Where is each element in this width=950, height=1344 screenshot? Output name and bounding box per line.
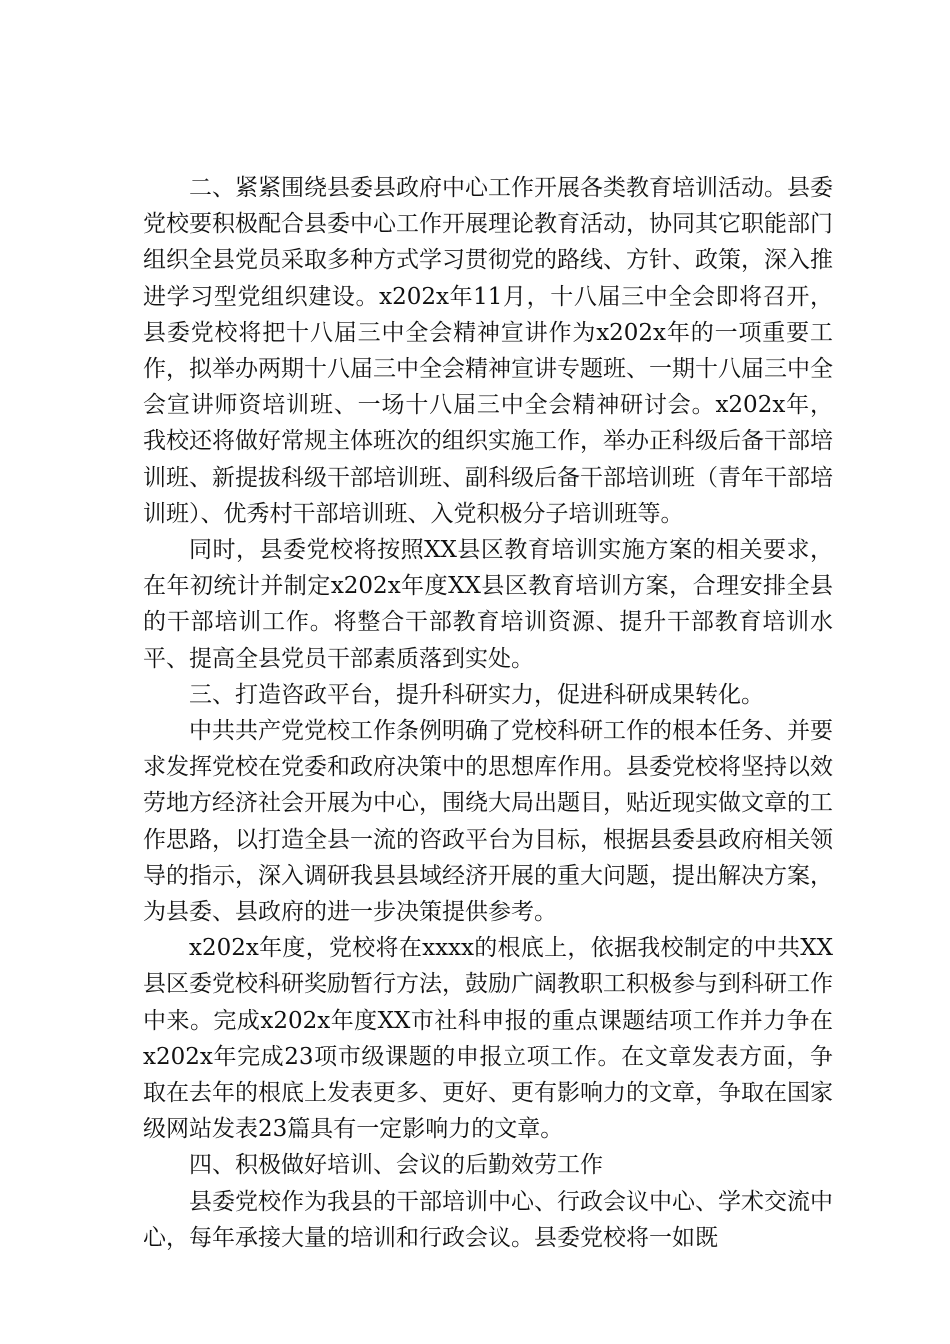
heading-logistics-services: 四、积极做好培训、会议的后勤效劳工作 (189, 1152, 603, 1179)
paragraph-training-center: 县委党校作为我县的干部培训中心、行政会议中心、学术交流中心，每年承接大量的培训和行政会议。县委党校将一如既 (143, 1188, 833, 1251)
paragraph-education-activities: 二、紧紧围绕县委县政府中心工作开展各类教育培训活动。县委党校要积极配合县委中心工作开展理论教育活动，协同其它职能部门组织全县党员采取多种方式学习贯彻党的路线、方针、政策，深入推进学习型党组织建设。x202x年11月，十八届三中全会即将召开，县委党校将把十八届三中全会精神宣讲作为x202x年的一项重要工作，拟举办两期十八届三中全会精神宣讲专题班、一期十八届三中全会宣讲师资培训班、一场十八届三中全会精神研讨会。x202x年，我校还将做好常规主体班次的组织实施工作，举办正科级后备干部培训班、新提拔科级干部培训班、副科级后备干部培训班（青年干部培训班）、优秀村干部培训班、入党积极分子培训班等。 (143, 175, 833, 527)
paragraph-think-tank: 中共共产党党校工作条例明确了党校科研工作的根本任务、并要求发挥党校在党委和政府决策中的思想库作用。县委党校将坚持以效劳地方经济社会开展为中心，围绕大局出题目，贴近现实做文章的工作思路，以打造全县一流的咨政平台为目标，根据县委县政府相关领导的指示，深入调研我县县域经济开展的重大问题，提出解决方案，为县委、县政府的进一步决策提供参考。 (143, 718, 833, 926)
paragraph-research-incentives: x202x年度，党校将在xxxx的根底上，依据我校制定的中共XX县区委党校科研奖励暂行方法，鼓励广阔教职工积极参与到科研工作中来。完成x202x年度XX市社科申报的重点课题结项工作并力争在x202x年完成23项市级课题的申报立项工作。在文章发表方面，争取在去年的根底上发表更多、更好、更有影响力的文章，争取在国家级网站发表23篇具有一定影响力的文章。 (143, 935, 833, 1143)
heading-research-platform: 三、打造咨政平台，提升科研实力，促进科研成果转化。 (189, 681, 764, 708)
paragraph-training-plan: 同时，县委党校将按照XX县区教育培训实施方案的相关要求，在年初统计并制定x202x年度XX县区教育培训方案，合理安排全县的干部培训工作。将整合干部教育培训资源、提升干部教育培训水平、提高全县党员干部素质落到实处。 (143, 537, 833, 672)
document-body (143, 170, 833, 1256)
